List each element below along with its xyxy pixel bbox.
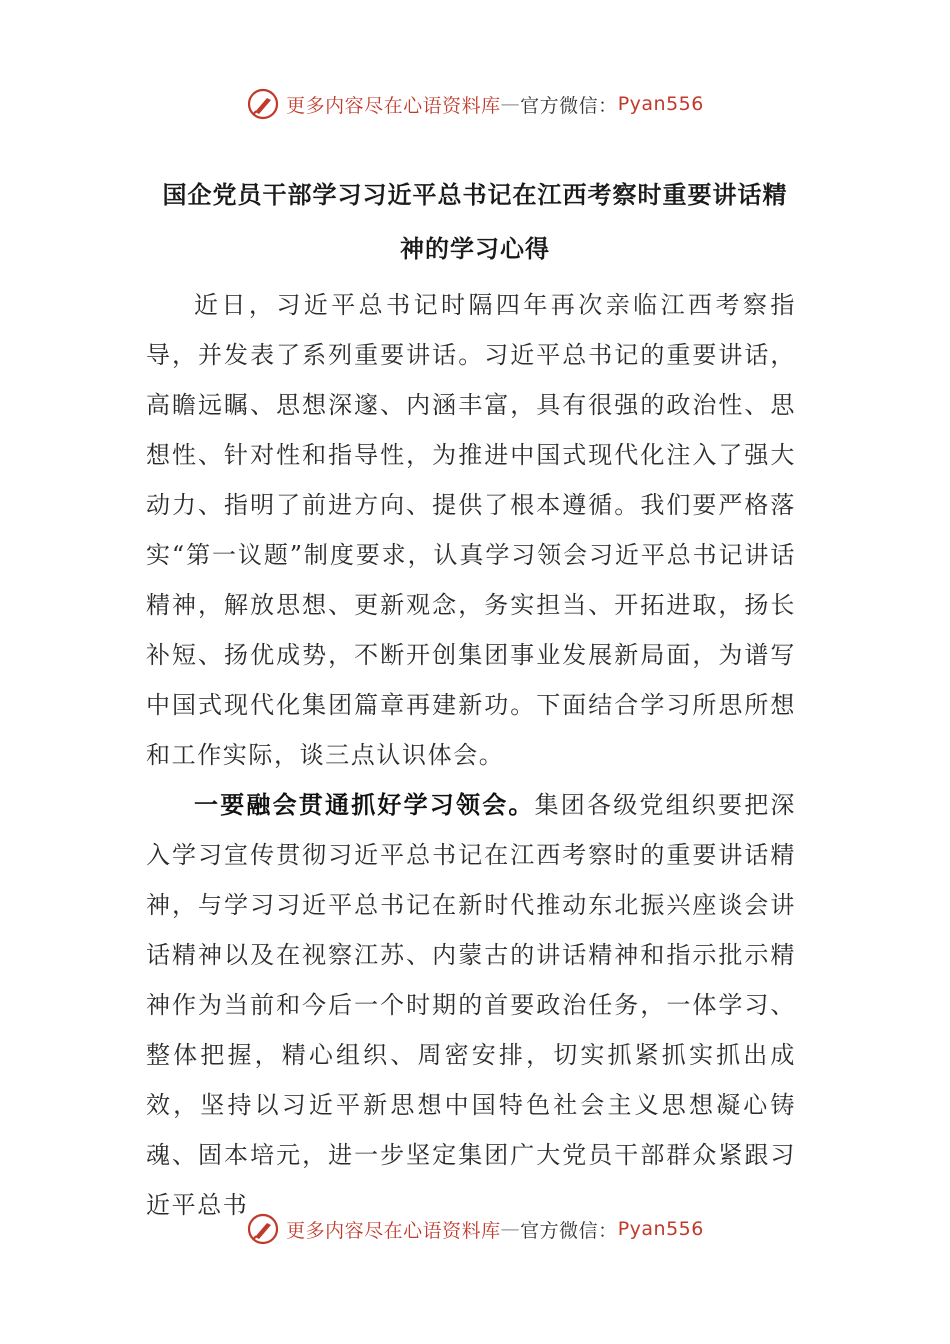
watermark-text: 更多内容尽在心语资料库 — [286, 94, 501, 117]
watermark-wechat-label: 官方微信： — [520, 94, 618, 117]
paragraph-point-1 — [146, 780, 796, 1230]
watermark-separator: — — [500, 93, 521, 115]
pen-nib-circle-icon — [246, 87, 280, 121]
watermark-wechat-id: Pyan556 — [617, 1218, 704, 1240]
title-line-2: 神的学习心得 — [400, 235, 550, 263]
header-watermark — [0, 84, 950, 124]
paragraph-lead: 一要融会贯通抓好学习领会。 — [194, 791, 535, 819]
title-line-1: 国企党员干部学习习近平总书记在江西考察时重要讲话精 — [162, 181, 788, 209]
watermark-separator: — — [500, 1218, 521, 1240]
document-body — [146, 280, 796, 1230]
pen-nib-circle-icon — [246, 1212, 280, 1246]
footer-watermark — [0, 1209, 950, 1249]
watermark-wechat-id: Pyan556 — [617, 93, 704, 115]
document-title — [150, 168, 800, 276]
watermark-text: 更多内容尽在心语资料库 — [286, 1219, 501, 1242]
paragraph-intro: 近日，习近平总书记时隔四年再次亲临江西考察指导，并发表了系列重要讲话。习近平总书记的重要讲话，高瞻远瞩、思想深邃、内涵丰富，具有很强的政治性、思想性、针对性和指导性，为推进中国式现代化注入了强大动力、指明了前进方向、提供了根本遵循。我们要严格落实“第一议题”制度要求，认真学习领会习近平总书记讲话精神，解放思想、更新观念，务实担当、开拓进取，扬长补短、扬优成势，不断开创集团事业发展新局面，为谱写中国式现代化集团篇章再建新功。下面结合学习所思所想和工作实际，谈三点认识体会。 — [146, 291, 796, 769]
watermark-wechat-label: 官方微信： — [520, 1219, 618, 1242]
paragraph-text: 集团各级党组织要把深入学习宣传贯彻习近平总书记在江西考察时的重要讲话精神，与学习习近平总书记在新时代推动东北振兴座谈会讲话精神以及在视察江苏、内蒙古的讲话精神和指示批示精神作为当前和今后一个时期的首要政治任务，一体学习、整体把握，精心组织、周密安排，切实抓紧抓实抓出成效，坚持以习近平新思想中国特色社会主义思想凝心铸魂、固本培元，进一步坚定集团广大党员干部群众紧跟习近平总书 — [146, 791, 796, 1219]
